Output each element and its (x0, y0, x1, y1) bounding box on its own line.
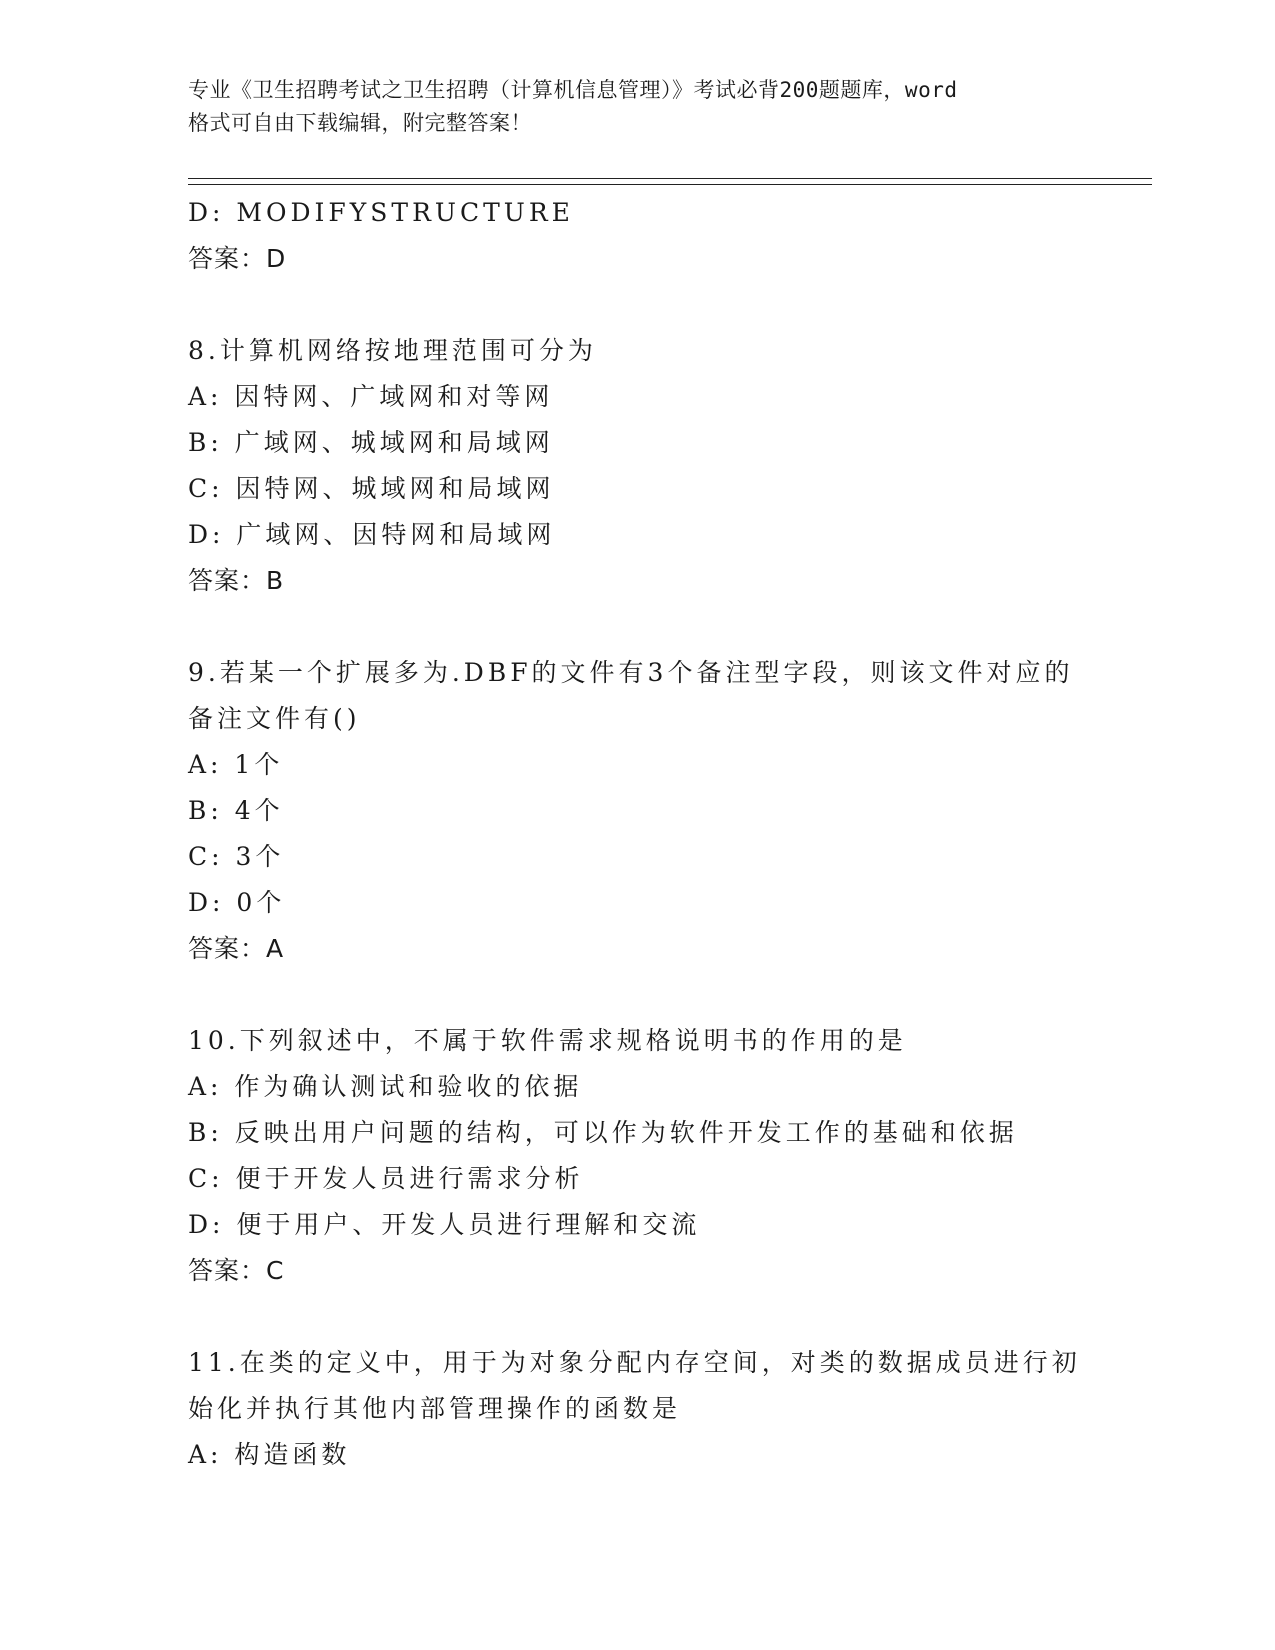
header-line-1: 专业《卫生招聘考试之卫生招聘（计算机信息管理）》考试必背200题题库，word (188, 78, 958, 102)
question-stem: 10.下列叙述中，不属于软件需求规格说明书的作用的是 (188, 1026, 907, 1055)
spacer (188, 1294, 1088, 1340)
option-a: A: 作为确认测试和验收的依据 (188, 1072, 583, 1101)
option-a: A: 因特网、广域网和对等网 (188, 382, 554, 411)
answer-line: 答案：B (188, 566, 285, 595)
option-c: C: 3个 (188, 842, 285, 871)
question-stem: 8.计算机网络按地理范围可分为 (188, 336, 597, 365)
header-divider-top (188, 178, 1152, 179)
option-d: D: MODIFYSTRUCTURE (188, 198, 574, 227)
spacer (188, 972, 1088, 1018)
header-divider-bottom (188, 184, 1152, 185)
document-header (188, 74, 1088, 140)
header-line-2: 格式可自由下载编辑，附完整答案！ (188, 111, 532, 135)
question-stem-continued: 始化并执行其他内部管理操作的函数是 (188, 1394, 682, 1423)
option-b: B: 广域网、城域网和局域网 (188, 428, 554, 457)
question-stem-continued: 备注文件有() (188, 704, 361, 733)
option-a: A: 1个 (188, 750, 284, 779)
option-b: B: 反映出用户问题的结构，可以作为软件开发工作的基础和依据 (188, 1118, 1018, 1147)
question-block (188, 1340, 1088, 1478)
option-c: C: 因特网、城域网和局域网 (188, 474, 555, 503)
question-block (188, 328, 1088, 604)
answer-line: 答案：A (188, 934, 285, 963)
option-d: D: 便于用户、开发人员进行理解和交流 (188, 1210, 701, 1239)
spacer (188, 604, 1088, 650)
question-block (188, 1018, 1088, 1294)
option-d: D: 0个 (188, 888, 286, 917)
option-b: B: 4个 (188, 796, 284, 825)
question-stem: 11.在类的定义中，用于为对象分配内存空间，对类的数据成员进行初 (188, 1348, 1081, 1377)
option-a: A: 构造函数 (188, 1440, 351, 1469)
option-c: C: 便于开发人员进行需求分析 (188, 1164, 584, 1193)
answer-line: 答案：C (188, 1256, 285, 1285)
question-list (188, 190, 1088, 1478)
question-block (188, 650, 1088, 972)
option-d: D: 广域网、因特网和局域网 (188, 520, 556, 549)
spacer (188, 282, 1088, 328)
question-stem: 9.若某一个扩展多为.DBF的文件有3个备注型字段，则该文件对应的 (188, 658, 1074, 687)
answer-line: 答案：D (188, 244, 287, 273)
